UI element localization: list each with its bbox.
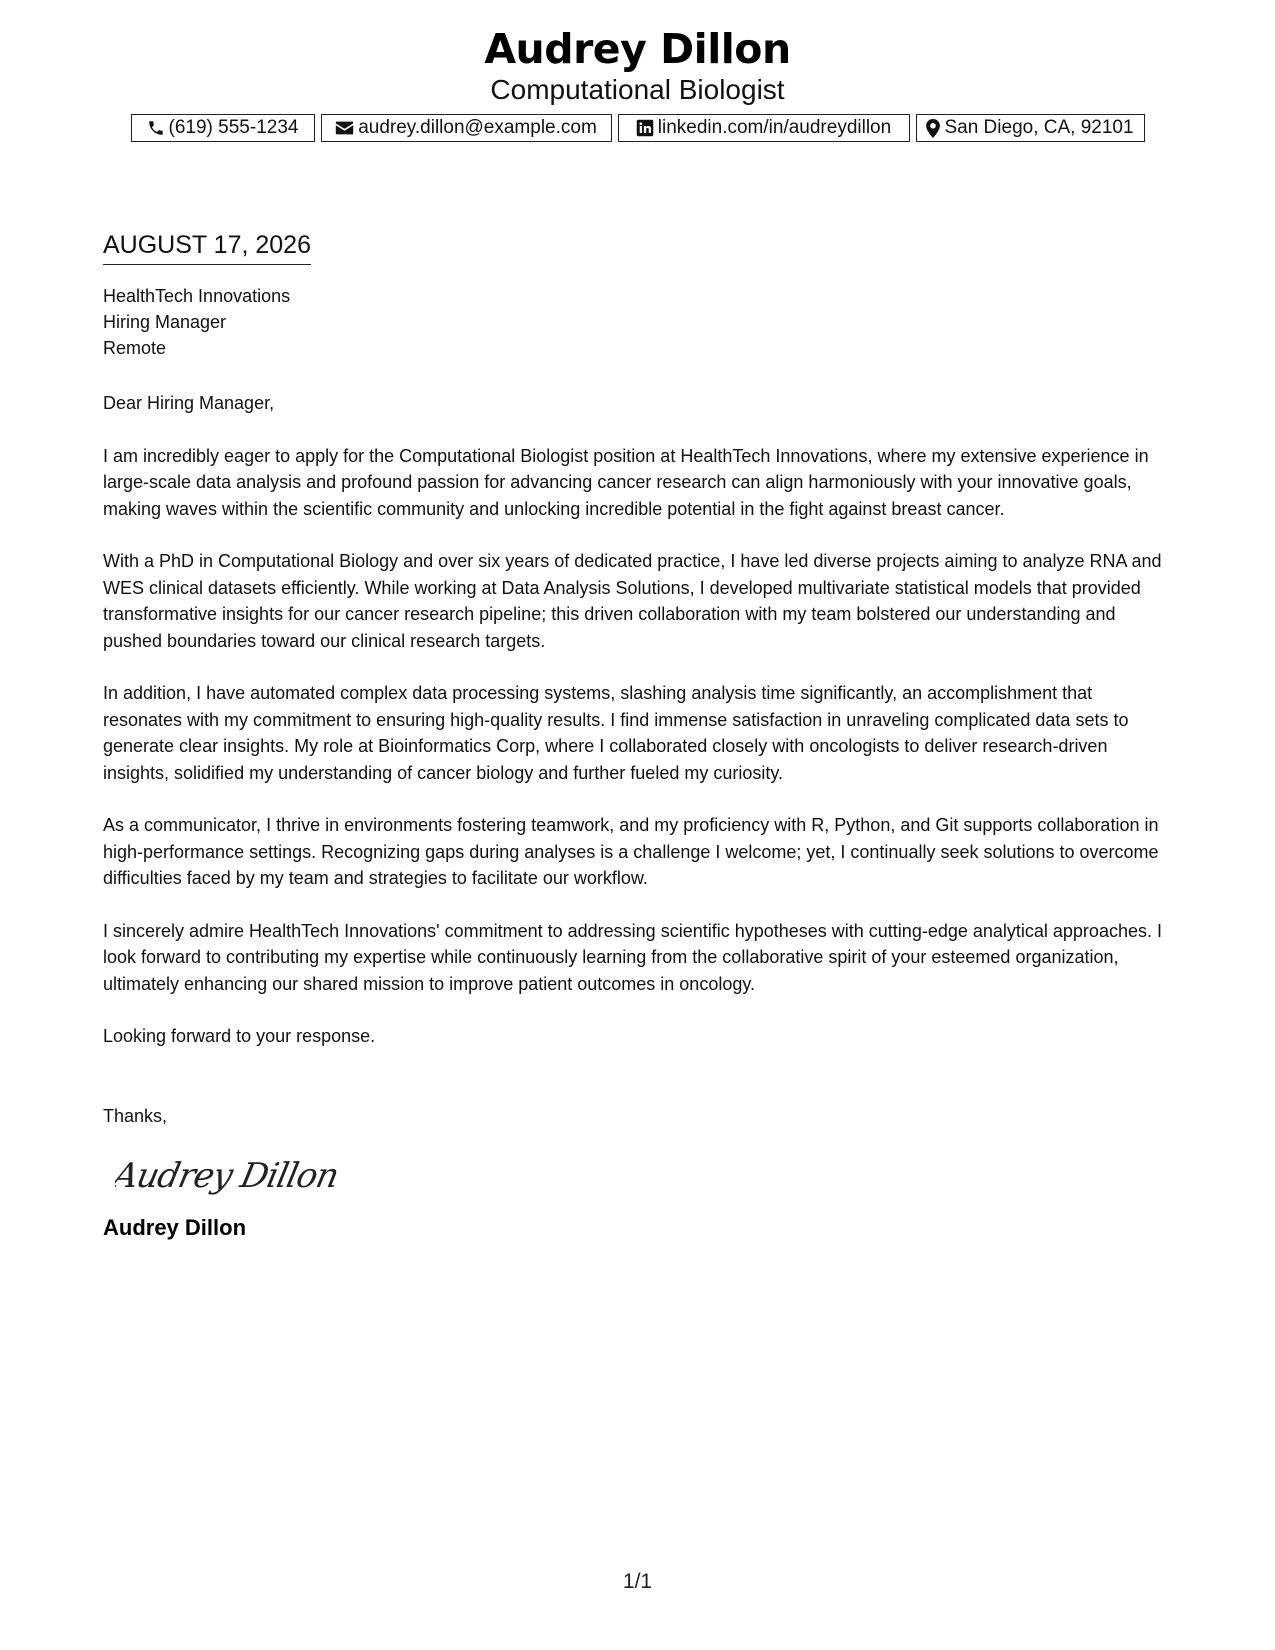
recipient-company: HealthTech Innovations	[103, 286, 291, 306]
letter-header	[0, 22, 1275, 142]
map-marker-icon	[926, 119, 940, 138]
phone-icon	[147, 119, 165, 137]
page-number: 1/1	[622, 1570, 653, 1593]
contact-phone[interactable]	[131, 114, 315, 142]
body-paragraph: As a communicator, I thrive in environments fostering teamwork, and my proficiency with R, Python, and Git supports collaboration in high-performance settings. Recognizing gaps during analyses is a challenge I welcome; yet, I continually seek solutions to overcome difficulties faced by my team and strategies to facilitate our workflow.	[103, 815, 1159, 888]
recipient-title: Hiring Manager	[103, 312, 227, 332]
contact-location[interactable]	[916, 114, 1145, 142]
closing-line: Looking forward to your response.	[103, 1026, 376, 1046]
recipient-location: Remote	[103, 338, 167, 358]
letter-body	[103, 228, 1173, 1243]
location-text: San Diego, CA, 92101	[944, 117, 1134, 138]
recipient-block	[103, 283, 1173, 361]
letter-date: AUGUST 17, 2026	[103, 228, 311, 265]
contact-email[interactable]	[321, 114, 612, 142]
email-text: audrey.dillon@example.com	[358, 117, 597, 138]
svg-text:Audrey Dillon: Audrey Dillon	[115, 1156, 342, 1196]
body-paragraph: With a PhD in Computational Biology and over six years of dedicated practice, I have led diverse projects aiming to analyze RNA and WES clinical datasets efficiently. While working at Data Analysis Solutions, I developed multivariate statistical models that provided transformative insights for our cancer research pipeline; this driven collaboration with my team bolstered our understanding and pushed boundaries toward our clinical research targets.	[103, 551, 1162, 651]
contact-bar	[0, 114, 1275, 142]
body-paragraph: I am incredibly eager to apply for the Computational Biologist position at HealthTech Innovations, where my extensive experience in large-scale data analysis and profound passion for advancing cancer research can align harmoniously with your innovative goals, making waves within the scientific community and unlocking incredible potential in the fight against breast cancer.	[103, 445, 1149, 519]
linkedin-text: linkedin.com/in/audreydillon	[657, 117, 892, 138]
sign-off: Thanks,	[103, 1105, 168, 1126]
body-paragraph: I sincerely admire HealthTech Innovations' commitment to addressing scientific hypotheses with cutting-edge analytical approaches. I look forward to contributing my expertise while continuously learning from the collaborative spirit of your esteemed organization, ultimately enhancing our shared mission to improve patient outcomes in oncology.	[103, 920, 1162, 994]
handwritten-signature	[115, 1151, 355, 1201]
phone-text: (619) 555-1234	[168, 117, 299, 138]
signed-name: Audrey Dillon	[103, 1215, 247, 1240]
contact-linkedin[interactable]	[618, 114, 910, 142]
salutation: Dear Hiring Manager,	[103, 393, 275, 413]
body-paragraph: In addition, I have automated complex data processing systems, slashing analysis time significantly, an accomplishment that resonates with my commitment to ensuring high-quality results. I find immense satisfaction in unraveling complicated data sets to generate clear insights. My role at Bioinformatics Corp, where I collaborated closely with oncologists to deliver research-driven insights, solidified my understanding of cancer biology and further fueled my curiosity.	[103, 683, 1129, 783]
linkedin-icon	[636, 119, 654, 137]
applicant-name: Audrey Dillon	[484, 25, 791, 73]
envelope-icon	[335, 120, 354, 136]
applicant-role: Computational Biologist	[490, 74, 785, 105]
